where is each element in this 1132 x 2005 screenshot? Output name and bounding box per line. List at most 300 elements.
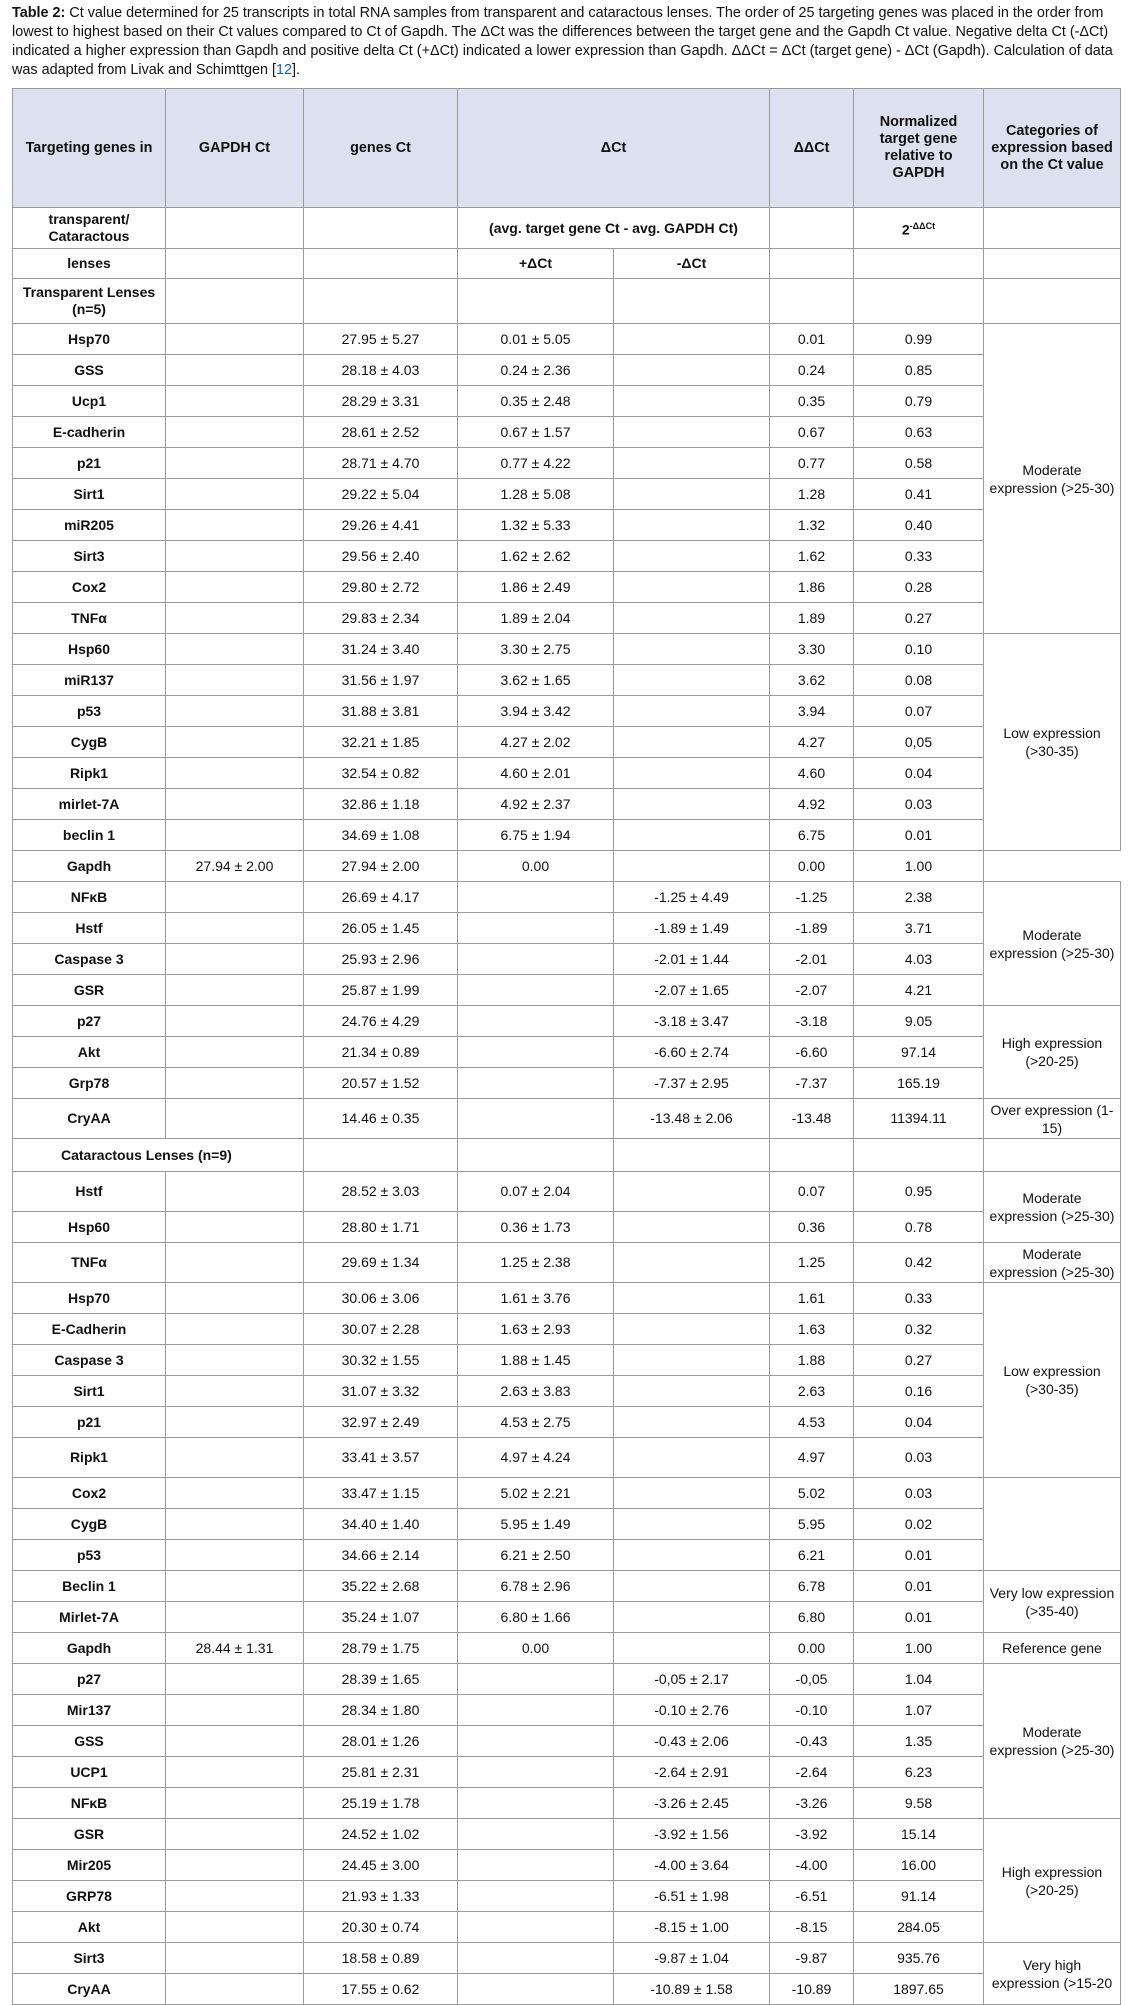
minus-delta-ct-value xyxy=(614,665,770,696)
minus-delta-ct-value xyxy=(614,1345,770,1376)
table-row xyxy=(13,448,1121,479)
gene-name: Hsp60 xyxy=(13,634,166,665)
delta-delta-ct-value: 6.75 xyxy=(770,820,854,851)
normalized-value: 0.10 xyxy=(854,634,984,665)
gene-name: Mir137 xyxy=(13,1695,166,1726)
minus-delta-ct-value xyxy=(614,603,770,634)
gene-ct-value: 35.24 ± 1.07 xyxy=(304,1602,458,1633)
expression-category: Moderate expression (>25-30) xyxy=(984,882,1121,1006)
plus-delta-ct-value xyxy=(458,1664,614,1695)
gapdh-ct-value xyxy=(166,1912,304,1943)
subheader-plus-delta: +ΔCt xyxy=(458,249,614,279)
minus-delta-ct-value xyxy=(614,820,770,851)
minus-delta-ct-value: -0,05 ± 2.17 xyxy=(614,1664,770,1695)
table-row xyxy=(13,1850,1121,1881)
gene-ct-value: 32.54 ± 0.82 xyxy=(304,758,458,789)
gene-ct-value: 20.30 ± 0.74 xyxy=(304,1912,458,1943)
gapdh-ct-value xyxy=(166,479,304,510)
gapdh-ct-value xyxy=(166,1757,304,1788)
table-row xyxy=(13,1633,1121,1664)
delta-delta-ct-value: 1.28 xyxy=(770,479,854,510)
normalized-value: 2.38 xyxy=(854,882,984,913)
subheader-lens-type: transparent/ Cataractous xyxy=(13,208,166,249)
gene-name: Sirt1 xyxy=(13,479,166,510)
gene-ct-value: 26.05 ± 1.45 xyxy=(304,913,458,944)
gapdh-ct-value xyxy=(166,1172,304,1212)
gene-name: Hsp70 xyxy=(13,1283,166,1314)
gene-name: miR205 xyxy=(13,510,166,541)
table-row xyxy=(13,1881,1121,1912)
caption-label: Table 2: xyxy=(12,5,66,21)
normalized-value: 0.33 xyxy=(854,541,984,572)
normalized-value: 0.03 xyxy=(854,789,984,820)
normalized-value: 91.14 xyxy=(854,1881,984,1912)
fold-change-base: 2 xyxy=(901,221,910,238)
minus-delta-ct-value: -3.26 ± 2.45 xyxy=(614,1788,770,1819)
expression-category: Low expression (>30-35) xyxy=(984,1283,1121,1478)
delta-delta-ct-value: 6.21 xyxy=(770,1540,854,1571)
gene-ct-value: 31.56 ± 1.97 xyxy=(304,665,458,696)
gene-ct-value: 29.80 ± 2.72 xyxy=(304,572,458,603)
gene-ct-value: 27.95 ± 5.27 xyxy=(304,324,458,355)
table-row xyxy=(13,1172,1121,1212)
table-row xyxy=(13,1376,1121,1407)
plus-delta-ct-value: 0.01 ± 5.05 xyxy=(458,324,614,355)
gapdh-ct-value xyxy=(166,1243,304,1283)
plus-delta-ct-value: 4.92 ± 2.37 xyxy=(458,789,614,820)
gene-ct-value: 31.88 ± 3.81 xyxy=(304,696,458,727)
normalized-value: 0.01 xyxy=(854,1602,984,1633)
plus-delta-ct-value xyxy=(458,1943,614,1974)
gene-name: UCP1 xyxy=(13,1757,166,1788)
subheader-row-2 xyxy=(13,249,1121,279)
gene-name: CygB xyxy=(13,727,166,758)
minus-delta-ct-value xyxy=(614,1243,770,1283)
minus-delta-ct-value xyxy=(614,1509,770,1540)
caption-reference-link[interactable]: 12 xyxy=(275,62,292,78)
gene-ct-value: 14.46 ± 0.35 xyxy=(304,1099,458,1139)
normalized-value: 0.40 xyxy=(854,510,984,541)
table-row xyxy=(13,665,1121,696)
delta-delta-ct-value: 0.36 xyxy=(770,1212,854,1243)
gene-name: NFκB xyxy=(13,1788,166,1819)
delta-delta-ct-value: 1.63 xyxy=(770,1314,854,1345)
gene-ct-value: 29.26 ± 4.41 xyxy=(304,510,458,541)
table-row xyxy=(13,1212,1121,1243)
plus-delta-ct-value xyxy=(458,1757,614,1788)
plus-delta-ct-value xyxy=(458,1850,614,1881)
empty-cell xyxy=(984,1139,1121,1172)
gapdh-ct-value xyxy=(166,1788,304,1819)
empty-cell xyxy=(984,208,1121,249)
minus-delta-ct-value xyxy=(614,324,770,355)
empty-cell xyxy=(304,208,458,249)
gene-ct-value: 26.69 ± 4.17 xyxy=(304,882,458,913)
gene-ct-value: 29.69 ± 1.34 xyxy=(304,1243,458,1283)
minus-delta-ct-value: -6.60 ± 2.74 xyxy=(614,1037,770,1068)
delta-delta-ct-value: -3.26 xyxy=(770,1788,854,1819)
minus-delta-ct-value: -13.48 ± 2.06 xyxy=(614,1099,770,1139)
normalized-value: 4.03 xyxy=(854,944,984,975)
empty-cell xyxy=(984,279,1121,324)
table-row xyxy=(13,696,1121,727)
minus-delta-ct-value xyxy=(614,758,770,789)
gene-ct-value: 28.18 ± 4.03 xyxy=(304,355,458,386)
table-row xyxy=(13,541,1121,572)
gene-ct-value: 25.87 ± 1.99 xyxy=(304,975,458,1006)
minus-delta-ct-value xyxy=(614,355,770,386)
delta-delta-ct-value: 2.63 xyxy=(770,1376,854,1407)
table-row xyxy=(13,1099,1121,1139)
gene-ct-value: 21.34 ± 0.89 xyxy=(304,1037,458,1068)
normalized-value: 1897.65 xyxy=(854,1974,984,2005)
section-row-transparent xyxy=(13,279,1121,324)
table-row xyxy=(13,1571,1121,1602)
normalized-value: 4.21 xyxy=(854,975,984,1006)
delta-delta-ct-value: 1.32 xyxy=(770,510,854,541)
normalized-value: 165.19 xyxy=(854,1068,984,1099)
gene-name: Cox2 xyxy=(13,1478,166,1509)
normalized-value: 0.01 xyxy=(854,1571,984,1602)
delta-delta-ct-value: 0.01 xyxy=(770,324,854,355)
minus-delta-ct-value xyxy=(614,510,770,541)
gene-ct-value: 33.47 ± 1.15 xyxy=(304,1478,458,1509)
plus-delta-ct-value: 4.27 ± 2.02 xyxy=(458,727,614,758)
minus-delta-ct-value: -0.43 ± 2.06 xyxy=(614,1726,770,1757)
plus-delta-ct-value: 1.28 ± 5.08 xyxy=(458,479,614,510)
minus-delta-ct-value xyxy=(614,1571,770,1602)
gene-name: CygB xyxy=(13,1509,166,1540)
delta-delta-ct-value: 6.80 xyxy=(770,1602,854,1633)
table-row xyxy=(13,1314,1121,1345)
plus-delta-ct-value xyxy=(458,913,614,944)
empty-cell xyxy=(166,279,304,324)
table-row xyxy=(13,634,1121,665)
gapdh-ct-value xyxy=(166,1726,304,1757)
expression-category: High expression (>20-25) xyxy=(984,1819,1121,1943)
gene-name: TNFα xyxy=(13,1243,166,1283)
table-row xyxy=(13,1037,1121,1068)
gene-ct-value: 24.52 ± 1.02 xyxy=(304,1819,458,1850)
plus-delta-ct-value: 3.30 ± 2.75 xyxy=(458,634,614,665)
empty-cell xyxy=(854,1139,984,1172)
normalized-value: 0.58 xyxy=(854,448,984,479)
gapdh-ct-value xyxy=(166,1943,304,1974)
delta-delta-ct-value: -10.89 xyxy=(770,1974,854,2005)
gapdh-ct-value xyxy=(166,634,304,665)
table-row xyxy=(13,355,1121,386)
table-row xyxy=(13,1407,1121,1438)
plus-delta-ct-value xyxy=(458,1695,614,1726)
plus-delta-ct-value: 6.78 ± 2.96 xyxy=(458,1571,614,1602)
minus-delta-ct-value xyxy=(614,634,770,665)
plus-delta-ct-value: 1.89 ± 2.04 xyxy=(458,603,614,634)
expression-category: Moderate expression (>25-30) xyxy=(984,1172,1121,1243)
header-genes-ct: genes Ct xyxy=(304,89,458,208)
gapdh-ct-value xyxy=(166,1664,304,1695)
normalized-value: 0.27 xyxy=(854,1345,984,1376)
gapdh-ct-value xyxy=(166,1037,304,1068)
subheader-lenses: lenses xyxy=(13,249,166,279)
gene-name: mirlet-7A xyxy=(13,789,166,820)
minus-delta-ct-value: -0.10 ± 2.76 xyxy=(614,1695,770,1726)
gene-name: E-cadherin xyxy=(13,417,166,448)
table-row xyxy=(13,386,1121,417)
normalized-value: 9.58 xyxy=(854,1788,984,1819)
header-gapdh-ct: GAPDH Ct xyxy=(166,89,304,208)
gapdh-ct-value xyxy=(166,448,304,479)
gapdh-ct-value xyxy=(166,1509,304,1540)
minus-delta-ct-value: -2.07 ± 1.65 xyxy=(614,975,770,1006)
delta-delta-ct-value: 4.60 xyxy=(770,758,854,789)
table-row xyxy=(13,913,1121,944)
plus-delta-ct-value: 4.53 ± 2.75 xyxy=(458,1407,614,1438)
gene-name: Akt xyxy=(13,1912,166,1943)
gapdh-ct-value xyxy=(166,820,304,851)
delta-delta-ct-value: -3.92 xyxy=(770,1819,854,1850)
expression-category: Low expression (>30-35) xyxy=(984,634,1121,851)
delta-delta-ct-value: 1.89 xyxy=(770,603,854,634)
table-row xyxy=(13,1819,1121,1850)
minus-delta-ct-value xyxy=(614,1438,770,1478)
delta-delta-ct-value: 4.27 xyxy=(770,727,854,758)
minus-delta-ct-value xyxy=(614,851,770,882)
normalized-value: 0.99 xyxy=(854,324,984,355)
gene-ct-value: 28.79 ± 1.75 xyxy=(304,1633,458,1664)
expression-category-empty xyxy=(984,1478,1121,1571)
plus-delta-ct-value: 0.36 ± 1.73 xyxy=(458,1212,614,1243)
gene-name: p53 xyxy=(13,1540,166,1571)
normalized-value: 0.41 xyxy=(854,479,984,510)
normalized-value: 11394.11 xyxy=(854,1099,984,1139)
gene-ct-value: 24.76 ± 4.29 xyxy=(304,1006,458,1037)
minus-delta-ct-value: -6.51 ± 1.98 xyxy=(614,1881,770,1912)
gene-name: Cox2 xyxy=(13,572,166,603)
gapdh-ct-value xyxy=(166,510,304,541)
table-row xyxy=(13,572,1121,603)
gapdh-ct-value xyxy=(166,758,304,789)
gene-name: CryAA xyxy=(13,1974,166,2005)
delta-delta-ct-value: 4.92 xyxy=(770,789,854,820)
minus-delta-ct-value xyxy=(614,1633,770,1664)
delta-delta-ct-value: 3.62 xyxy=(770,665,854,696)
plus-delta-ct-value xyxy=(458,944,614,975)
minus-delta-ct-value xyxy=(614,1540,770,1571)
gene-name: GSS xyxy=(13,355,166,386)
gene-ct-value: 29.83 ± 2.34 xyxy=(304,603,458,634)
gapdh-ct-value xyxy=(166,1006,304,1037)
subheader-minus-delta: -ΔCt xyxy=(614,249,770,279)
plus-delta-ct-value xyxy=(458,1068,614,1099)
table-row xyxy=(13,1757,1121,1788)
delta-delta-ct-value: 5.95 xyxy=(770,1509,854,1540)
table-row xyxy=(13,1438,1121,1478)
plus-delta-ct-value: 5.95 ± 1.49 xyxy=(458,1509,614,1540)
delta-delta-ct-value: -9.87 xyxy=(770,1943,854,1974)
plus-delta-ct-value xyxy=(458,1881,614,1912)
gapdh-ct-value xyxy=(166,541,304,572)
delta-delta-ct-value: 0.67 xyxy=(770,417,854,448)
gapdh-ct-value xyxy=(166,696,304,727)
minus-delta-ct-value: -10.89 ± 1.58 xyxy=(614,1974,770,2005)
gene-ct-value: 25.93 ± 2.96 xyxy=(304,944,458,975)
gene-name: Gapdh xyxy=(13,1633,166,1664)
gene-ct-value: 28.01 ± 1.26 xyxy=(304,1726,458,1757)
table-row xyxy=(13,1068,1121,1099)
plus-delta-ct-value: 0.35 ± 2.48 xyxy=(458,386,614,417)
normalized-value: 0.42 xyxy=(854,1243,984,1283)
table-caption xyxy=(12,4,1124,80)
empty-cell xyxy=(614,279,770,324)
expression-category: Moderate expression (>25-30) xyxy=(984,1664,1121,1819)
gapdh-ct-value xyxy=(166,665,304,696)
plus-delta-ct-value: 0.07 ± 2.04 xyxy=(458,1172,614,1212)
gene-ct-value: 25.19 ± 1.78 xyxy=(304,1788,458,1819)
table-row xyxy=(13,758,1121,789)
table-row xyxy=(13,1943,1121,1974)
table-row xyxy=(13,1695,1121,1726)
normalized-value: 0.07 xyxy=(854,696,984,727)
plus-delta-ct-value: 1.88 ± 1.45 xyxy=(458,1345,614,1376)
plus-delta-ct-value: 4.97 ± 4.24 xyxy=(458,1438,614,1478)
minus-delta-ct-value: -3.18 ± 3.47 xyxy=(614,1006,770,1037)
gene-name: NFκB xyxy=(13,882,166,913)
gapdh-ct-value xyxy=(166,882,304,913)
table-row xyxy=(13,727,1121,758)
empty-cell xyxy=(304,1139,458,1172)
gapdh-ct-value xyxy=(166,603,304,634)
table-row xyxy=(13,1283,1121,1314)
gene-ct-value: 35.22 ± 2.68 xyxy=(304,1571,458,1602)
plus-delta-ct-value: 2.63 ± 3.83 xyxy=(458,1376,614,1407)
gene-ct-value: 25.81 ± 2.31 xyxy=(304,1757,458,1788)
expression-category: High expression (>20-25) xyxy=(984,1006,1121,1099)
delta-delta-ct-value: 6.78 xyxy=(770,1571,854,1602)
gene-name: Hstf xyxy=(13,1172,166,1212)
normalized-value: 0.03 xyxy=(854,1478,984,1509)
gapdh-ct-value xyxy=(166,572,304,603)
normalized-value: 0.78 xyxy=(854,1212,984,1243)
delta-delta-ct-value: 0.24 xyxy=(770,355,854,386)
normalized-value: 3.71 xyxy=(854,913,984,944)
header-normalized: Normalized target gene relative to GAPDH xyxy=(854,89,984,208)
empty-cell xyxy=(458,279,614,324)
empty-cell xyxy=(854,249,984,279)
gene-name: Hstf xyxy=(13,913,166,944)
gene-ct-value: 29.22 ± 5.04 xyxy=(304,479,458,510)
gapdh-ct-value xyxy=(166,913,304,944)
normalized-value: 16.00 xyxy=(854,1850,984,1881)
plus-delta-ct-value xyxy=(458,1099,614,1139)
gene-ct-value: 24.45 ± 3.00 xyxy=(304,1850,458,1881)
gene-ct-value: 31.07 ± 3.32 xyxy=(304,1376,458,1407)
section-row-cataractous xyxy=(13,1139,1121,1172)
gapdh-ct-value xyxy=(166,1376,304,1407)
delta-delta-ct-value: -0,05 xyxy=(770,1664,854,1695)
empty-cell xyxy=(854,279,984,324)
gene-name: miR137 xyxy=(13,665,166,696)
gapdh-ct-value xyxy=(166,1099,304,1139)
minus-delta-ct-value xyxy=(614,696,770,727)
gapdh-ct-value xyxy=(166,1850,304,1881)
gene-ct-value: 17.55 ± 0.62 xyxy=(304,1974,458,2005)
minus-delta-ct-value xyxy=(614,1172,770,1212)
plus-delta-ct-value: 5.02 ± 2.21 xyxy=(458,1478,614,1509)
minus-delta-ct-value xyxy=(614,541,770,572)
header-row xyxy=(13,89,1121,208)
normalized-value: 0.27 xyxy=(854,603,984,634)
header-targeting-genes: Targeting genes in xyxy=(13,89,166,208)
minus-delta-ct-value: -3.92 ± 1.56 xyxy=(614,1819,770,1850)
minus-delta-ct-value: -1.25 ± 4.49 xyxy=(614,882,770,913)
gapdh-ct-value xyxy=(166,1345,304,1376)
normalized-value: 1.07 xyxy=(854,1695,984,1726)
gene-ct-value: 32.86 ± 1.18 xyxy=(304,789,458,820)
table-row xyxy=(13,510,1121,541)
fold-change-exponent: -ΔΔCt xyxy=(909,220,936,231)
table-row xyxy=(13,1006,1121,1037)
gene-name: Mir205 xyxy=(13,1850,166,1881)
normalized-value: 1.00 xyxy=(854,851,984,882)
caption-text-end: ]. xyxy=(292,62,300,78)
delta-delta-ct-value: 0.07 xyxy=(770,1172,854,1212)
normalized-value: 9.05 xyxy=(854,1006,984,1037)
minus-delta-ct-value xyxy=(614,1314,770,1345)
delta-delta-ct-value: 1.61 xyxy=(770,1283,854,1314)
minus-delta-ct-value xyxy=(614,1376,770,1407)
normalized-value: 0.28 xyxy=(854,572,984,603)
normalized-value: 6.23 xyxy=(854,1757,984,1788)
minus-delta-ct-value: -1.89 ± 1.49 xyxy=(614,913,770,944)
gapdh-ct-value: 28.44 ± 1.31 xyxy=(166,1633,304,1664)
plus-delta-ct-value: 4.60 ± 2.01 xyxy=(458,758,614,789)
section-label: Cataractous Lenses (n=9) xyxy=(13,1139,304,1172)
minus-delta-ct-value: -9.87 ± 1.04 xyxy=(614,1943,770,1974)
delta-delta-ct-value: -7.37 xyxy=(770,1068,854,1099)
delta-delta-ct-value: -13.48 xyxy=(770,1099,854,1139)
gene-ct-value: 28.29 ± 3.31 xyxy=(304,386,458,417)
gene-name: p27 xyxy=(13,1664,166,1695)
gapdh-ct-value xyxy=(166,975,304,1006)
delta-delta-ct-value: 0.00 xyxy=(770,1633,854,1664)
gene-ct-value: 34.69 ± 1.08 xyxy=(304,820,458,851)
empty-cell xyxy=(458,1139,614,1172)
gene-name: Ripk1 xyxy=(13,1438,166,1478)
minus-delta-ct-value: -2.01 ± 1.44 xyxy=(614,944,770,975)
expression-category: Reference gene xyxy=(984,1633,1121,1664)
gene-ct-value: 28.61 ± 2.52 xyxy=(304,417,458,448)
gapdh-ct-value xyxy=(166,1602,304,1633)
expression-category: Moderate expression (>25-30) xyxy=(984,1243,1121,1283)
delta-delta-ct-value: -4.00 xyxy=(770,1850,854,1881)
empty-cell xyxy=(614,1139,770,1172)
gapdh-ct-value xyxy=(166,324,304,355)
empty-cell xyxy=(770,208,854,249)
delta-delta-ct-value: 0.77 xyxy=(770,448,854,479)
header-delta-ct: ΔCt xyxy=(458,89,770,208)
table-row xyxy=(13,1912,1121,1943)
gene-name: Ucp1 xyxy=(13,386,166,417)
gapdh-ct-value xyxy=(166,1571,304,1602)
gene-name: Beclin 1 xyxy=(13,1571,166,1602)
plus-delta-ct-value: 1.61 ± 3.76 xyxy=(458,1283,614,1314)
gene-name: Gapdh xyxy=(13,851,166,882)
empty-cell xyxy=(166,249,304,279)
table-row xyxy=(13,1540,1121,1571)
normalized-value: 15.14 xyxy=(854,1819,984,1850)
minus-delta-ct-value xyxy=(614,1283,770,1314)
plus-delta-ct-value: 6.21 ± 2.50 xyxy=(458,1540,614,1571)
